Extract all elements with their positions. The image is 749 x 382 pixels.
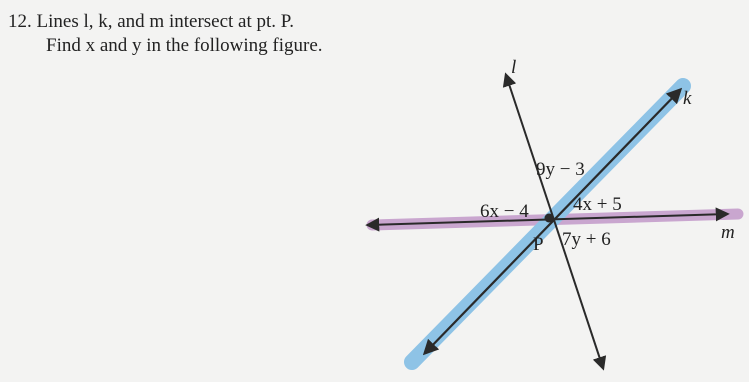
point-p (545, 214, 554, 223)
problem-number: 12. (8, 11, 32, 32)
line-m-label: m (721, 222, 735, 243)
angle-label-lower: 7y + 6 (562, 229, 611, 250)
line-l-label: l (511, 57, 517, 78)
problem-statement-1: Lines l, k, and m intersect at pt. P. (36, 11, 295, 32)
problem-line-2: Find x and y in the following figure. (46, 35, 323, 56)
angle-label-upper: 9y − 3 (536, 159, 585, 180)
line-k-label: k (683, 88, 692, 109)
point-p-label: P (533, 234, 544, 255)
angle-label-right: 4x + 5 (573, 194, 622, 215)
angle-label-left: 6x − 4 (480, 201, 529, 222)
